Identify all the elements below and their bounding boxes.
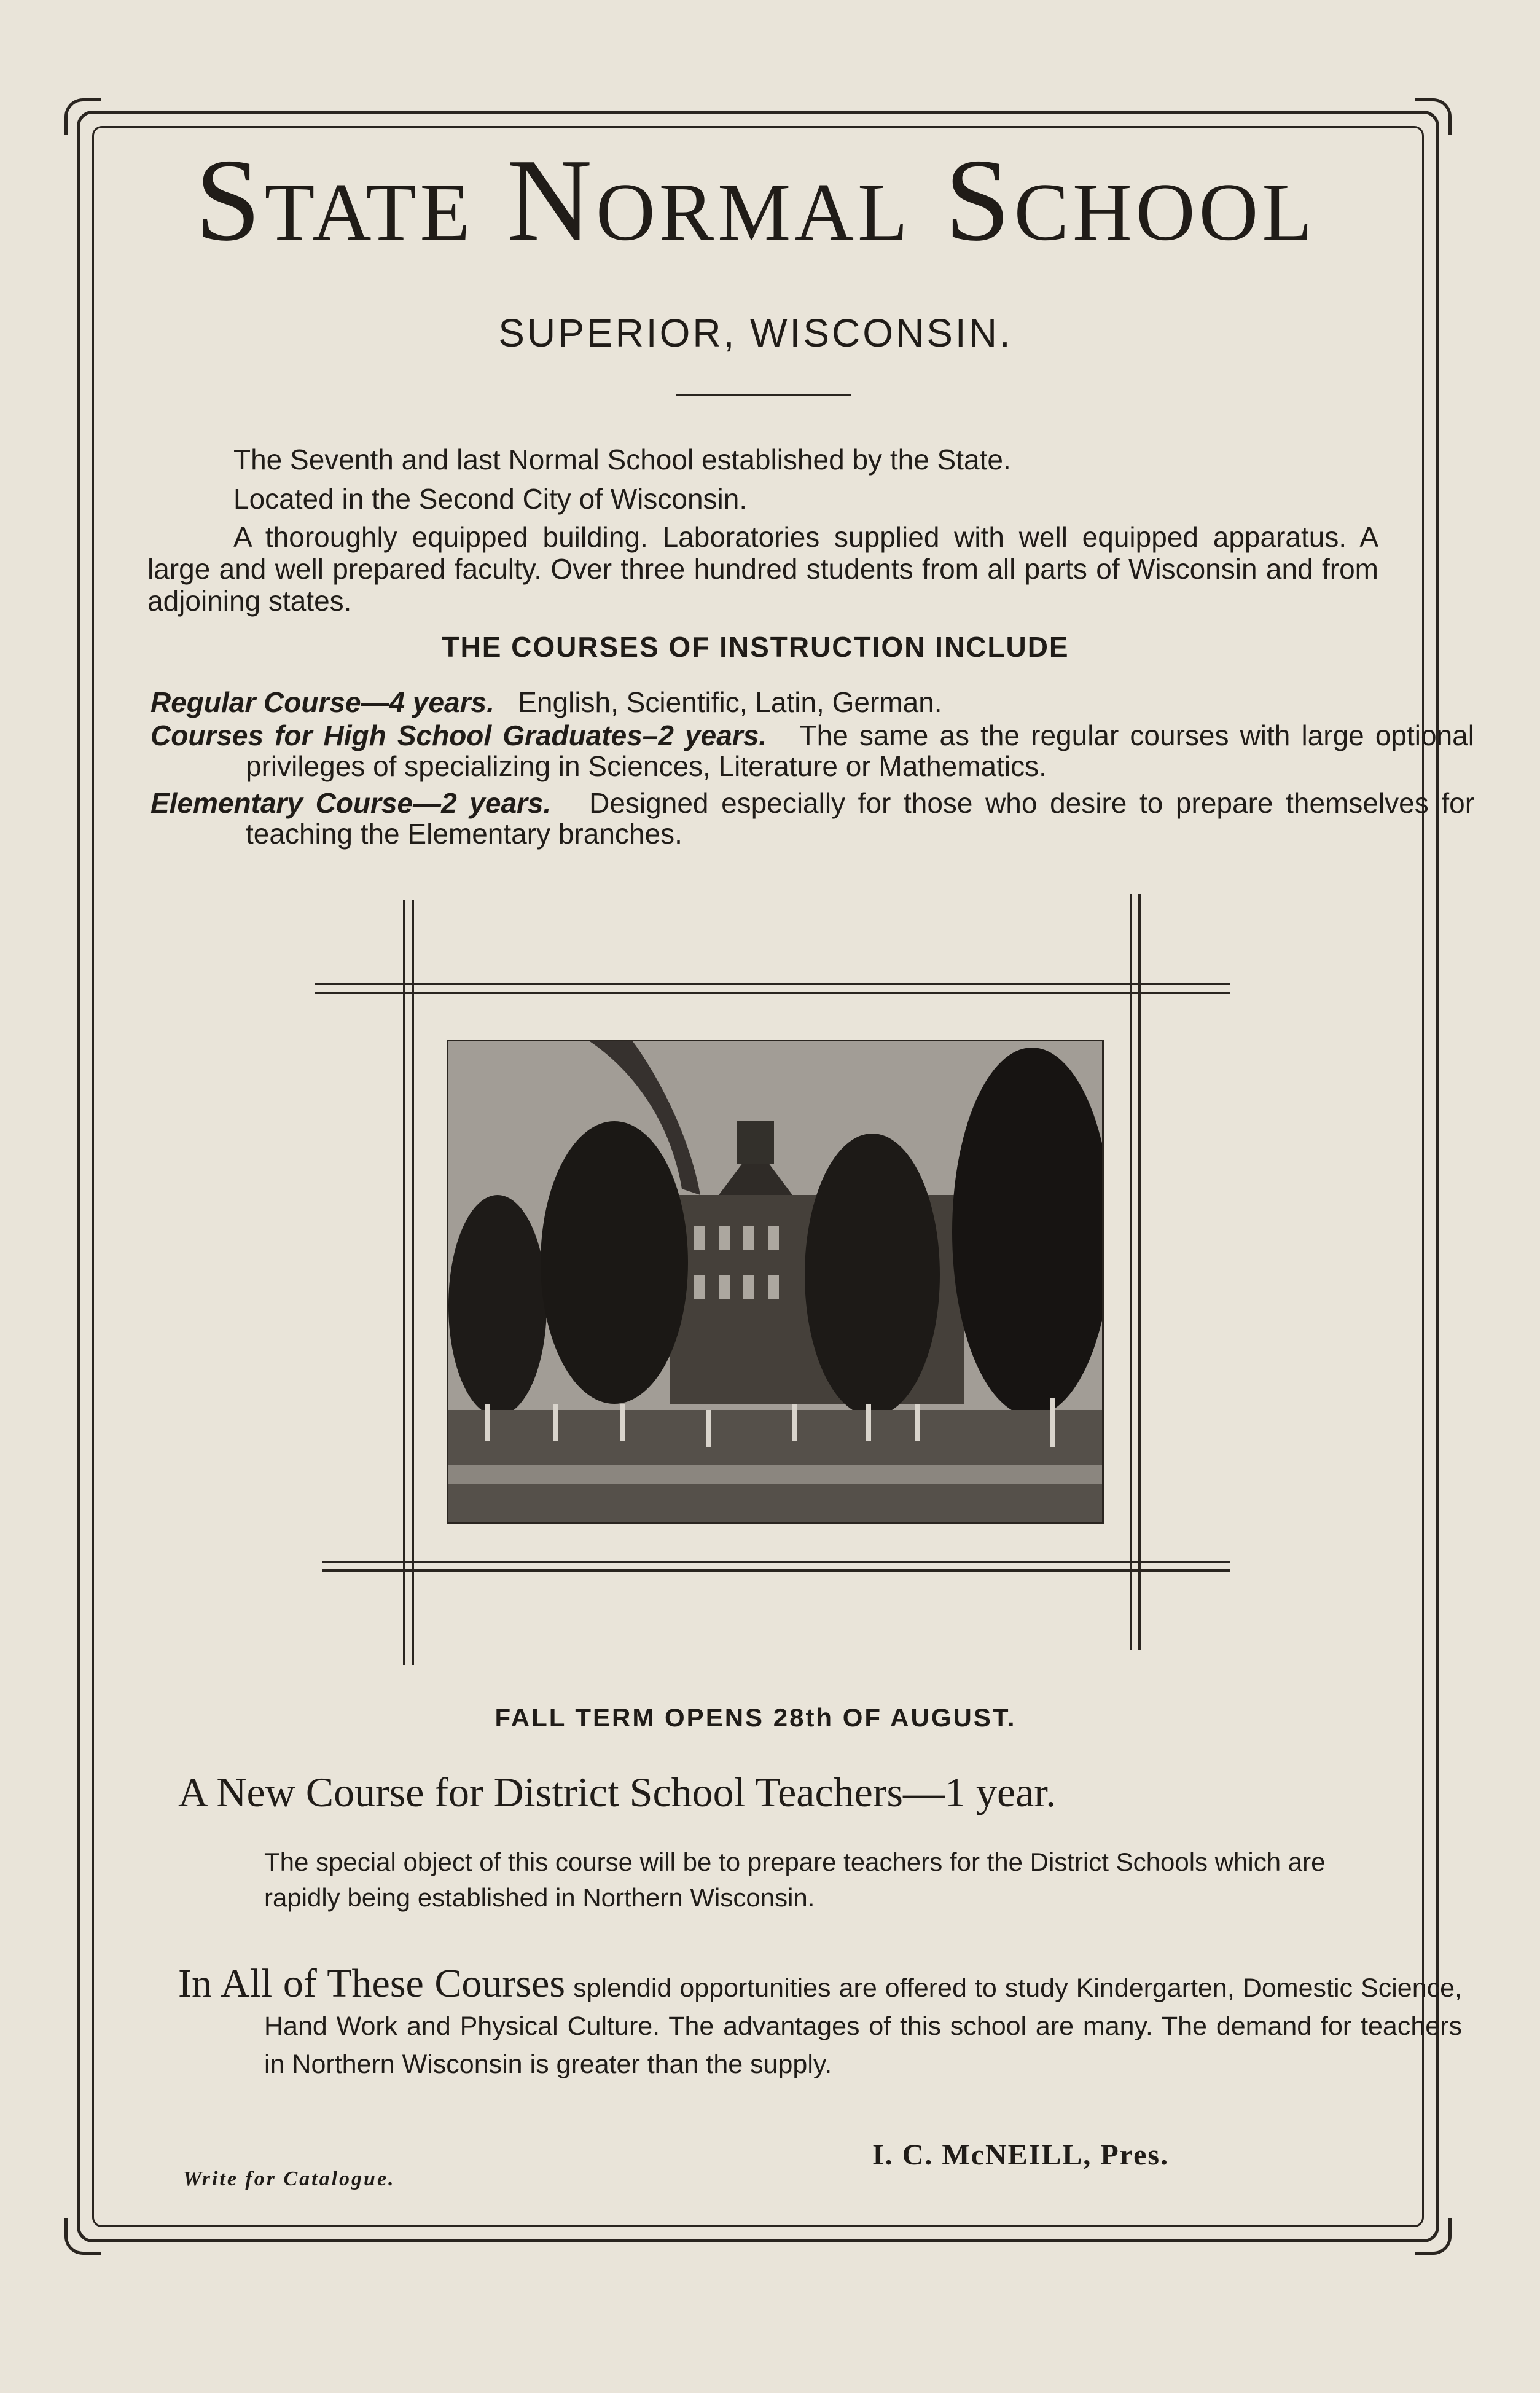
president-signature: I. C. McNEILL, Pres. [872, 2139, 1170, 2171]
photo-frame-line [315, 992, 1230, 994]
all-courses-paragraph [178, 1961, 1462, 2083]
new-course-heading: A New Course for District School Teachers—1 year. [178, 1769, 1057, 1815]
course-name: Elementary Course—2 years. [150, 787, 552, 819]
intro-line-1: The Seventh and last Normal School established by the State. [233, 444, 1011, 476]
course-regular [150, 687, 1474, 718]
school-building-illustration [448, 1041, 1102, 1522]
course-elementary [150, 788, 1474, 849]
catalogue-note: Write for Catalogue. [183, 2168, 396, 2190]
course-description: Designed especially for those who desire to prepare themselves for teaching the Elementary branches. [246, 787, 1475, 850]
photo-frame-line [412, 900, 414, 1665]
corner-ornament-top-right [1415, 98, 1452, 135]
photo-frame-line [315, 983, 1230, 985]
photo-frame-line [403, 900, 405, 1665]
corner-ornament-top-left [64, 98, 101, 135]
corner-ornament-bottom-right [1415, 2218, 1452, 2255]
course-high-school-graduates [150, 720, 1474, 781]
divider-rule [676, 394, 851, 396]
course-name: Courses for High School Graduates–2 years. [150, 719, 767, 751]
all-courses-text: splendid opportunities are offered to study Kindergarten, Domestic Science, Hand Work and Physical Culture. The advantages of this school are many. The demand for teachers in Northern Wisconsin is greater than the supply. [264, 1973, 1462, 2079]
all-courses-lead: In All of These Courses [178, 1961, 566, 2006]
corner-ornament-bottom-left [64, 2218, 101, 2255]
intro-paragraph: A thoroughly equipped building. Laboratories supplied with well equipped apparatus. A large and well prepared faculty. Over three hundred students from all parts of Wisconsin and from adjoining states. [147, 521, 1378, 617]
courses-heading: THE COURSES OF INSTRUCTION INCLUDE [442, 631, 1069, 663]
new-course-description: The special object of this course will be to prepare teachers for the District Schools which are rapidly being established in Northern Wisconsin. [264, 1847, 1326, 1912]
photo-frame-line [1138, 894, 1141, 1650]
photo-frame-line [1130, 894, 1132, 1650]
school-building-photo [447, 1040, 1104, 1524]
location-subtitle: SUPERIOR, WISCONSIN. [498, 311, 1013, 355]
photo-frame-line [322, 1561, 1230, 1563]
photo-frame-line [322, 1569, 1230, 1572]
course-description: The same as the regular courses with large optional privileges of specializing in Sciences, Literature or Mathematics. [246, 719, 1474, 782]
course-name: Regular Course—4 years. [150, 686, 494, 718]
page-title: State Normal School [195, 135, 1316, 265]
fall-term-notice: FALL TERM OPENS 28th OF AUGUST. [494, 1703, 1017, 1732]
intro-line-2: Located in the Second City of Wisconsin. [233, 483, 748, 515]
course-description: English, Scientific, Latin, German. [518, 686, 942, 718]
